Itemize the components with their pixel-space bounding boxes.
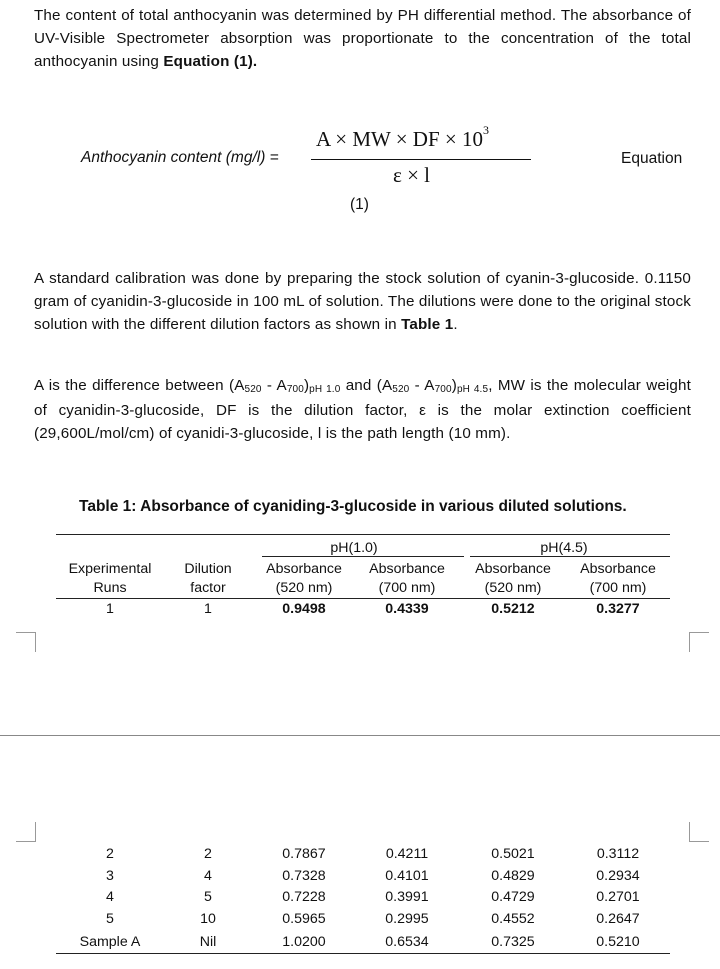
table-row-run: 3 bbox=[106, 868, 114, 884]
table-row-a700-ph1: 0.4101 bbox=[385, 868, 429, 884]
table-row-factor: 4 bbox=[204, 868, 212, 884]
table-row-a520-ph45: 0.7325 bbox=[491, 934, 535, 950]
table-caption: Table 1: Absorbance of cyaniding-3-glucoside in various diluted solutions. bbox=[79, 498, 627, 515]
table-row-run: 5 bbox=[106, 911, 114, 927]
table-row-a520-ph45: 0.5021 bbox=[491, 846, 535, 862]
row1-a520-ph45: 0.5212 bbox=[491, 601, 535, 617]
row1-factor: 1 bbox=[204, 601, 212, 617]
table-row-a700-ph1: 0.6534 bbox=[385, 934, 429, 950]
page-corner-mark bbox=[689, 822, 709, 842]
table-row-a700-ph45: 0.2701 bbox=[596, 889, 640, 905]
table-row-a700-ph45: 0.2934 bbox=[596, 868, 640, 884]
page-corner-mark bbox=[689, 632, 709, 652]
paragraph-method: The content of total anthocyanin was determined by PH differential method. The absorbance of UV-Visible Spectrometer absorption was proportionate to the concentration of the total anthocyanin using Equation (1). bbox=[34, 7, 691, 70]
table-reference: Table 1 bbox=[401, 316, 454, 333]
table-bottom-rule bbox=[56, 953, 670, 954]
equation-word: Equation bbox=[621, 150, 683, 167]
row1-a700-ph1: 0.4339 bbox=[385, 601, 429, 617]
equation-denominator: ε × l bbox=[393, 163, 430, 187]
equation-number: (1) bbox=[350, 196, 369, 213]
header-runs-line1: Experimental bbox=[68, 561, 152, 577]
page-corner-mark bbox=[16, 632, 36, 652]
paragraph-calibration: A standard calibration was done by preparing the stock solution of cyanin-3-glucoside. 0.1150 gram of cyanidin-3-glucoside in 100 mL of solution. The dilutions were done to the original stock solution with the different dilution factors as shown in Table 1. bbox=[34, 270, 692, 333]
table-row-a700-ph45: 0.2647 bbox=[596, 911, 640, 927]
table-row-a700-ph1: 0.3991 bbox=[385, 889, 429, 905]
header-abs3-line2: (520 nm) bbox=[484, 580, 542, 596]
header-abs3-line1: Absorbance bbox=[475, 561, 551, 577]
table-row-a520-ph1: 0.5965 bbox=[282, 911, 326, 927]
header-abs4-line2: (700 nm) bbox=[589, 580, 647, 596]
page-corner-mark bbox=[16, 822, 36, 842]
table-row-a520-ph45: 0.4829 bbox=[491, 868, 535, 884]
table-row-a700-ph1: 0.2995 bbox=[385, 911, 429, 927]
table-top-rule bbox=[56, 534, 670, 535]
equation-reference: Equation (1). bbox=[163, 53, 258, 70]
table-row-a520-ph1: 0.7228 bbox=[282, 889, 326, 905]
equation-numerator: A × MW × DF × $10^3$ bbox=[316, 123, 489, 151]
table-row-a700-ph45: 0.3112 bbox=[596, 846, 640, 862]
header-abs1-line1: Absorbance bbox=[266, 561, 342, 577]
row1-a700-ph45: 0.3277 bbox=[596, 601, 640, 617]
table-row-factor: Nil bbox=[199, 934, 217, 950]
row1-run: 1 bbox=[106, 601, 114, 617]
table-row-a520-ph1: 1.0200 bbox=[282, 934, 326, 950]
header-abs2-line2: (700 nm) bbox=[378, 580, 436, 596]
header-abs2-line1: Absorbance bbox=[369, 561, 445, 577]
table-row-run: Sample A bbox=[79, 934, 141, 950]
fraction-bar bbox=[311, 159, 531, 160]
header-abs4-line1: Absorbance bbox=[580, 561, 656, 577]
table-row-run: 4 bbox=[106, 889, 114, 905]
ph45-group-header: pH(4.5) bbox=[540, 540, 588, 556]
table-row-run: 2 bbox=[106, 846, 114, 862]
table-row-a520-ph1: 0.7328 bbox=[282, 868, 326, 884]
page-break-line bbox=[0, 735, 720, 736]
equation-label: Anthocyanin content (mg/l) = bbox=[81, 149, 279, 166]
header-runs-line2: Runs bbox=[93, 580, 127, 596]
header-dilution-line1: Dilution bbox=[184, 561, 232, 577]
table-row-a700-ph1: 0.4211 bbox=[385, 846, 429, 862]
table-row-factor: 5 bbox=[204, 889, 212, 905]
table-row-a700-ph45: 0.5210 bbox=[596, 934, 640, 950]
table-row-a520-ph1: 0.7867 bbox=[282, 846, 326, 862]
table-row-factor: 2 bbox=[204, 846, 212, 862]
ph1-group-header: pH(1.0) bbox=[330, 540, 378, 556]
header-abs1-line2: (520 nm) bbox=[275, 580, 333, 596]
header-dilution-line2: factor bbox=[190, 580, 226, 596]
table-row-factor: 10 bbox=[200, 911, 216, 927]
row1-a520-ph1: 0.9498 bbox=[282, 601, 326, 617]
table-row-a520-ph45: 0.4729 bbox=[491, 889, 535, 905]
equation-exponent: 3 bbox=[483, 123, 489, 137]
paragraph-definitions: A is the difference between (A520 - A700)pH 1.0 and (A520 - A700)pH 4.5, MW is the molecular weight of cyanidin-3-glucoside, DF is the dilution factor, ε is the molar extinction coefficient (29,600L/mol/cm) of cyanidi-3-glucoside, l is the path length (10 mm). bbox=[34, 377, 691, 442]
table-row-a520-ph45: 0.4552 bbox=[491, 911, 535, 927]
